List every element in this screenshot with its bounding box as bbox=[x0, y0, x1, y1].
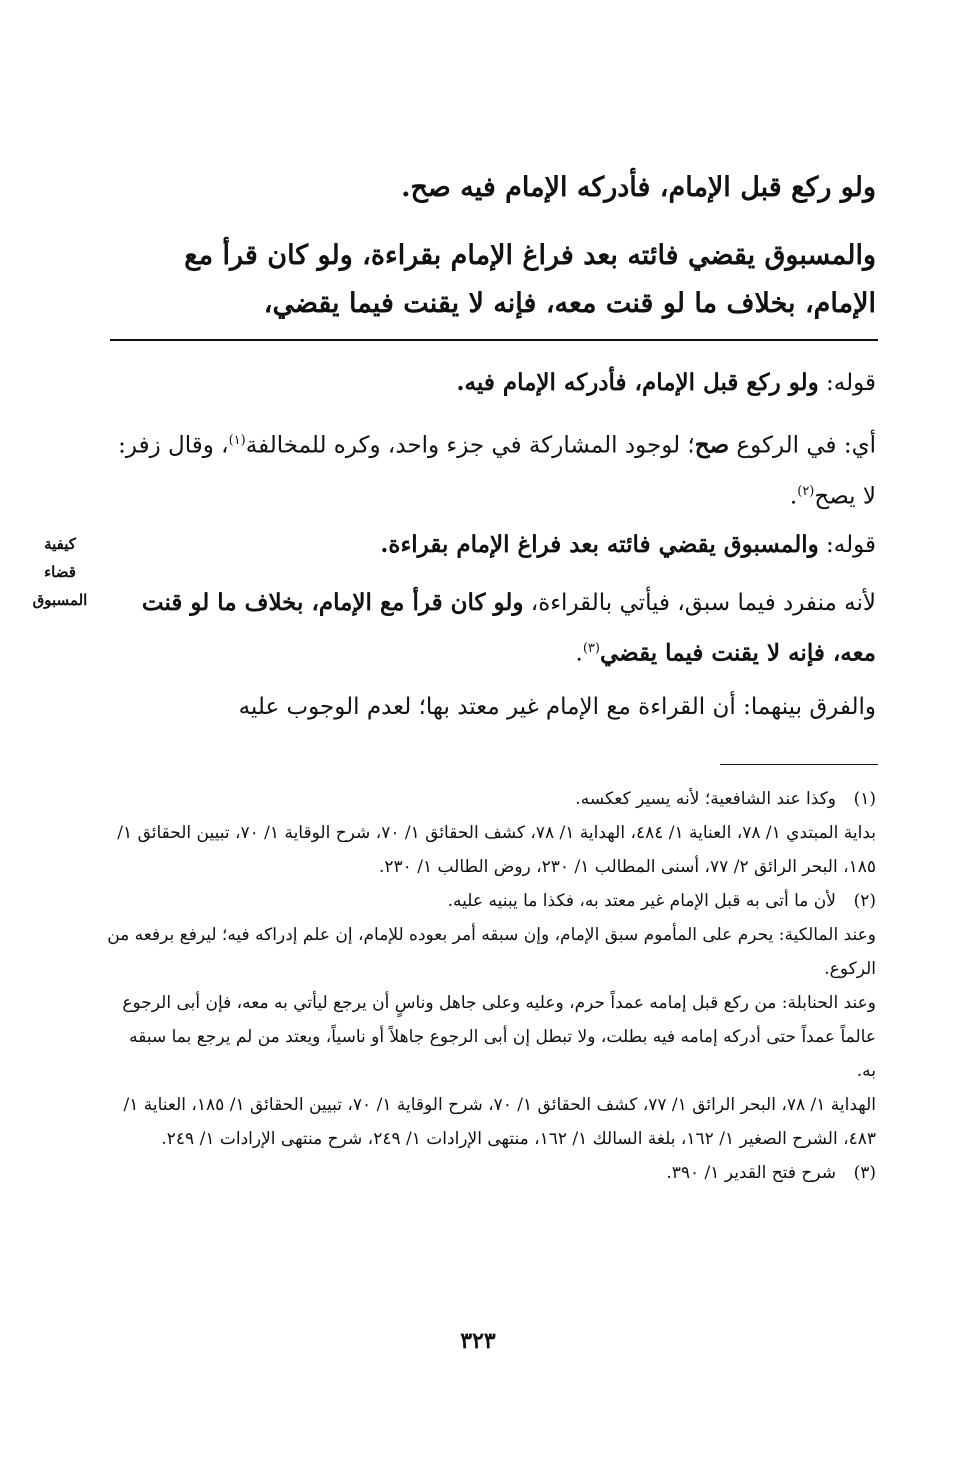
commentary-paragraph-3 bbox=[106, 522, 876, 568]
commentary-text: ، وقال زفر: لا يصح bbox=[118, 432, 876, 510]
page-number: ٣٢٣ bbox=[460, 1328, 496, 1354]
commentary-text: . bbox=[575, 640, 583, 667]
footnote-text: وكذا عند الشافعية؛ لأنه يسير كعكسه. bbox=[575, 789, 836, 809]
footnote-1-references: بداية المبتدي ١/ ٧٨، العناية ١/ ٤٨٤، الهداية ١/ ٧٨، كشف الحقائق ١/ ٧٠، شرح الوقاية ١/ ٧٠، تبيين الحقائق ١/ ١٨٥، البحر الرائق ٢/ ٧٧، أسنى المطالب ١/ ٢٣٠، روض الطالب ١/ ٢٣٠. bbox=[117, 823, 876, 877]
commentary-text: لأنه منفرد فيما سبق، فيأتي بالقراءة، bbox=[523, 590, 876, 616]
commentary-paragraph-5: والفرق بينهما: أن القراءة مع الإمام غير معتد بها؛ لعدم الوجوب عليه bbox=[238, 694, 876, 720]
footnotes bbox=[106, 782, 876, 1190]
commentary-quote: ولو كان قرأ مع الإمام، بخلاف ما لو قنت معه، فإنه لا يقنت فيما يقضي bbox=[141, 589, 876, 667]
margin-heading-line-3: المسبوق bbox=[32, 591, 88, 609]
commentary-paragraph-2 bbox=[106, 418, 876, 519]
footnote-text: شرح فتح القدير ١/ ٣٩٠. bbox=[666, 1163, 836, 1183]
footnote-number: (٢) bbox=[853, 891, 876, 911]
footnote-number: (١) bbox=[853, 789, 876, 809]
main-text-line-1: ولو ركع قبل الإمام، فأدركه الإمام فيه صح. bbox=[401, 172, 876, 203]
commentary-text: . bbox=[789, 483, 798, 510]
margin-heading-line-1: كيفية bbox=[44, 535, 76, 553]
commentary-label: قوله: bbox=[818, 532, 876, 558]
footnote-1 bbox=[106, 782, 876, 816]
commentary-paragraph-1 bbox=[106, 360, 876, 406]
commentary-label: قوله: bbox=[818, 370, 876, 396]
footnote-2-hanbali: وعند الحنابلة: من ركع قبل إمامه عمداً حرم، وعليه وعلى جاهل وناسٍ أن يرجع ليأتي به معه، فإن أبى الرجوع عالماً عمداً حتى أدركه إمامه فيه بطلت، ولا تبطل إن أبى الرجوع جاهلاً أو ناسياً، ويعتد من لم يرجع بما سبقه به. bbox=[122, 993, 876, 1081]
commentary-text: ؛ لوجود المشاركة في جزء واحد، وكره للمخالفة bbox=[245, 432, 695, 459]
footnote-2-maliki: وعند المالكية: يحرم على المأموم سبق الإمام، وإن سبقه أمر بعوده للإمام، إن علم إدراكه فيه؛ ليرفع برفعه من الركوع. bbox=[107, 925, 876, 979]
footnote-ref-2[interactable]: (٢) bbox=[797, 483, 815, 499]
footnote-3 bbox=[106, 1156, 876, 1190]
commentary-keyword: صح bbox=[694, 431, 730, 459]
main-text-line-2: والمسبوق يقضي فائته بعد فراغ الإمام بقراءة، ولو كان قرأ مع الإمام، بخلاف ما لو قنت معه، فإنه لا يقنت فيما يقضي، bbox=[184, 240, 876, 319]
main-divider bbox=[110, 339, 878, 341]
commentary-quote: والمسبوق يقضي فائته بعد فراغ الإمام بقراءة. bbox=[380, 531, 819, 558]
footnote-text: لأن ما أتى به قبل الإمام غير معتد به، فكذا ما يبنيه عليه. bbox=[447, 891, 836, 911]
footnote-2-references: الهداية ١/ ٧٨، البحر الرائق ١/ ٧٧، كشف الحقائق ١/ ٧٠، شرح الوقاية ١/ ٧٠، تبيين الحقائق ١/ ١٨٥، العناية ١/ ٤٨٣، الشرح الصغير ١/ ١٦٢، بلغة السالك ١/ ١٦٢، منتهى الإرادات ١/ ٢٤٩، شرح منتهى الإرادات ١/ ٢٤٩. bbox=[123, 1095, 876, 1149]
commentary-paragraph-4 bbox=[106, 580, 876, 677]
footnote-2 bbox=[106, 884, 876, 918]
footnote-number: (٣) bbox=[853, 1163, 876, 1183]
margin-heading-line-2: قضاء bbox=[44, 563, 76, 581]
footnote-ref-1[interactable]: (١) bbox=[228, 433, 246, 448]
footnote-ref-3[interactable]: (٣) bbox=[582, 641, 600, 656]
margin-heading bbox=[24, 530, 96, 614]
commentary-text: أي: في الركوع bbox=[729, 432, 876, 459]
footnote-divider bbox=[720, 764, 878, 765]
commentary-quote: ولو ركع قبل الإمام، فأدركه الإمام فيه. bbox=[456, 369, 819, 396]
